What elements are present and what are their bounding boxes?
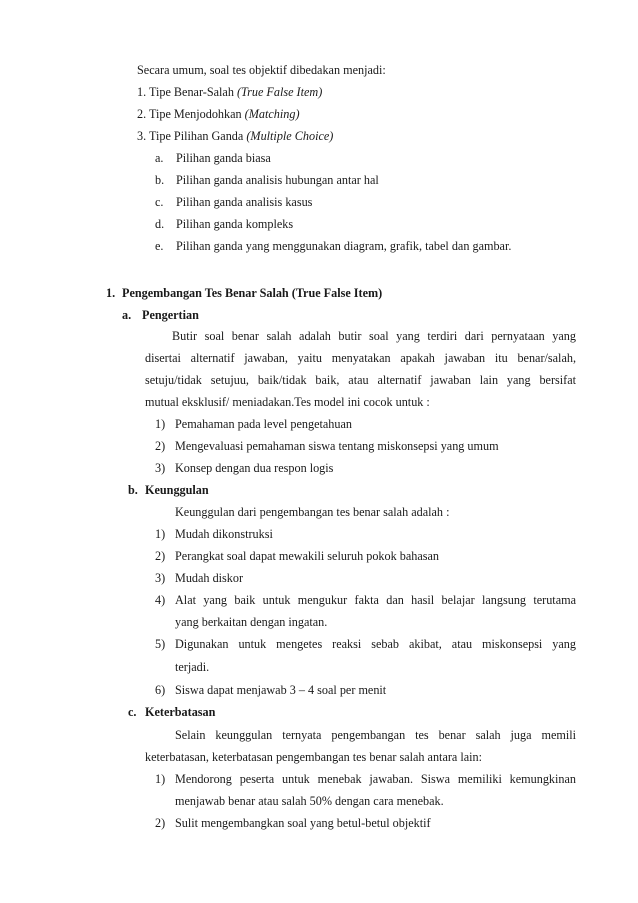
list-marker: 6) (155, 683, 166, 697)
list-marker: 1) (155, 417, 166, 431)
list-item-text: Perangkat soal dapat mewakili seluruh pokok bahasan (175, 549, 439, 563)
list-item-text: Mudah diskor (175, 571, 244, 585)
mc-item-marker: e. (155, 239, 164, 253)
type-item-1: 1. Tipe Benar-Salah (True False Item) (137, 85, 323, 99)
list-item-text: Mendorong peserta untuk menebak jawaban. Siswa memiliki kemungkinan (175, 772, 576, 786)
section-title: Pengembangan Tes Benar Salah (True False Item) (122, 286, 383, 300)
paragraph-line: Selain keunggulan ternyata pengembangan tes benar salah juga memili (175, 728, 576, 742)
type-item-3: 3. Tipe Pilihan Ganda (Multiple Choice) (137, 129, 334, 143)
list-marker: 3) (155, 571, 166, 585)
paragraph-line: mutual eksklusif/ meniadakan.Tes model ini cocok untuk : (145, 395, 430, 409)
paragraph-line: setuju/tidak setujuu, baik/tidak baik, atau alternatif jawaban lain yang bersifat (145, 373, 576, 387)
list-marker: 4) (155, 593, 166, 607)
list-item-text: Pemahaman pada level pengetahuan (175, 417, 352, 431)
list-item-text: Sulit mengembangkan soal yang betul-betul objektif (175, 816, 431, 830)
list-item-text: Alat yang baik untuk mengukur fakta dan hasil belajar langsung terutama (175, 593, 576, 607)
list-item-text: yang berkaitan dengan ingatan. (175, 615, 328, 629)
subsection-title: Keunggulan (145, 483, 209, 497)
subsection-marker: b. (128, 483, 138, 497)
mc-item-text: Pilihan ganda biasa (176, 151, 271, 165)
mc-item-marker: d. (155, 217, 165, 231)
mc-item-text: Pilihan ganda analisis kasus (176, 195, 313, 209)
list-marker: 1) (155, 527, 166, 541)
list-item-text: Mengevaluasi pemahaman siswa tentang miskonsepsi yang umum (175, 439, 499, 453)
type-item-2: 2. Tipe Menjodohkan (Matching) (137, 107, 300, 121)
subsection-lead: Keunggulan dari pengembangan tes benar salah adalah : (175, 505, 450, 519)
mc-item-marker: c. (155, 195, 164, 209)
subsection-marker: a. (122, 308, 132, 322)
list-marker: 2) (155, 549, 166, 563)
mc-item-text: Pilihan ganda analisis hubungan antar hal (176, 173, 379, 187)
list-item-text: Mudah dikonstruksi (175, 527, 273, 541)
paragraph-line: disertai alternatif jawaban, yaitu menyatakan apakah jawaban itu benar/salah, (145, 351, 576, 365)
list-item-text: menjawab benar atau salah 50% dengan cara menebak. (175, 794, 444, 808)
paragraph-line: keterbatasan, keterbatasan pengembangan tes benar salah antara lain: (145, 750, 483, 764)
subsection-marker: c. (128, 705, 137, 719)
list-marker: 2) (155, 816, 166, 830)
list-item-text: Siswa dapat menjawab 3 – 4 soal per menit (175, 683, 387, 697)
list-item-text: Digunakan untuk mengetes reaksi sebab akibat, atau miskonsepsi yang (175, 637, 576, 651)
paragraph-line: Butir soal benar salah adalah butir soal yang terdiri dari pernyataan yang (172, 329, 576, 343)
list-marker: 5) (155, 637, 166, 651)
subsection-title: Pengertian (142, 308, 199, 322)
list-item-text: Konsep dengan dua respon logis (175, 461, 334, 475)
mc-item-text: Pilihan ganda yang menggunakan diagram, grafik, tabel dan gambar. (176, 239, 512, 253)
section-number: 1. (106, 286, 116, 300)
subsection-title: Keterbatasan (145, 705, 216, 719)
mc-item-marker: b. (155, 173, 165, 187)
list-marker: 3) (155, 461, 166, 475)
intro-lead: Secara umum, soal tes objektif dibedakan menjadi: (137, 63, 386, 77)
mc-item-text: Pilihan ganda kompleks (176, 217, 294, 231)
list-item-text: terjadi. (175, 660, 210, 674)
list-marker: 2) (155, 439, 166, 453)
list-marker: 1) (155, 772, 166, 786)
mc-item-marker: a. (155, 151, 164, 165)
